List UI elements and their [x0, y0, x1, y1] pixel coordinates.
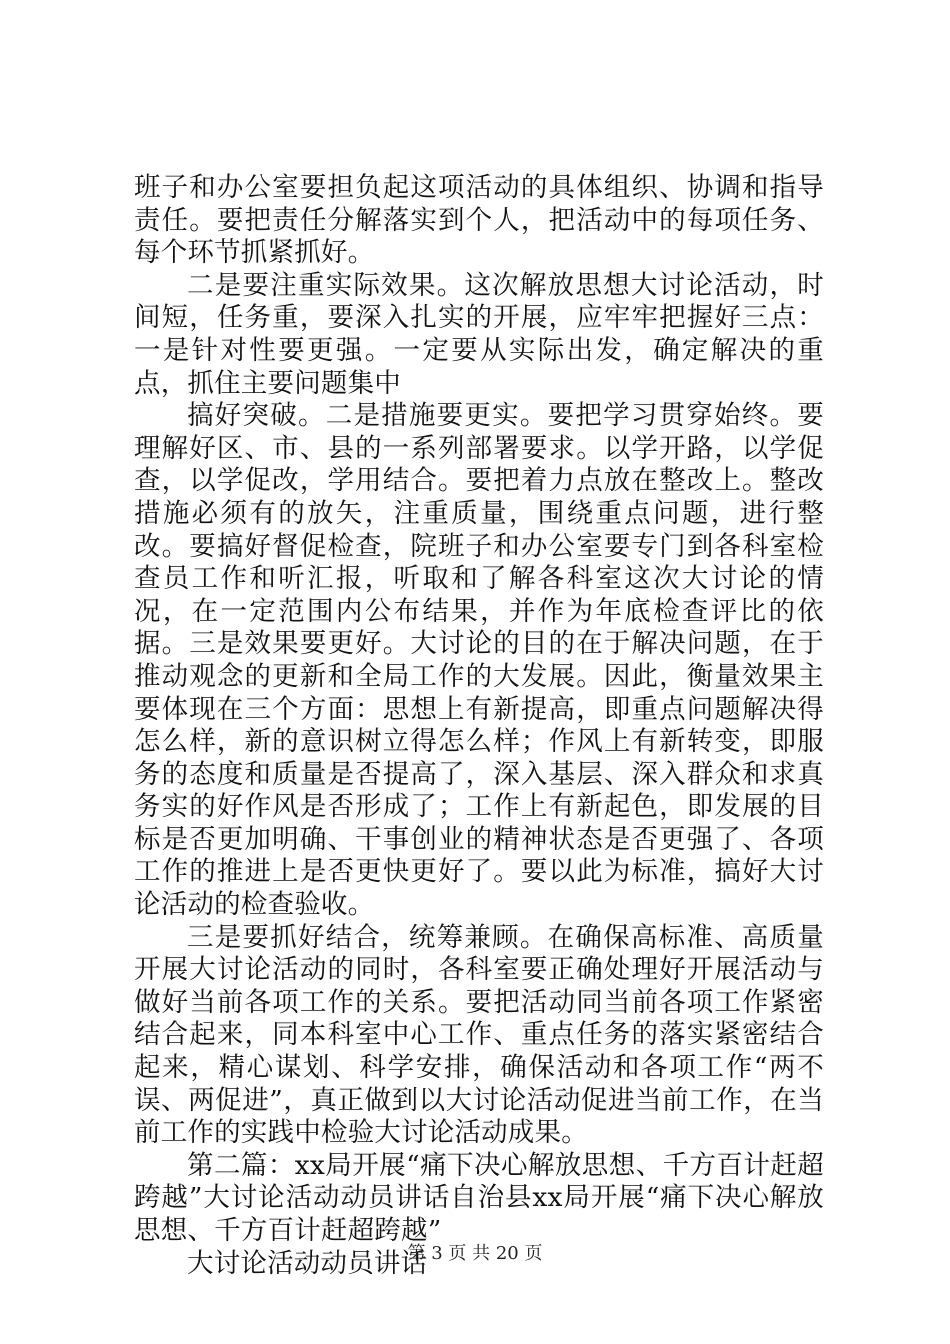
paragraph-practical-effect: 二是要注重实际效果。这次解放思想大讨论活动，时间短，任务重，要深入扎实的开展，应牢牢把握好三点：一是针对性要更强。一定要从实际出发，确定解决的重点，抓住主要问题集中	[134, 269, 824, 399]
paragraph-combination: 三是要抓好结合，统筹兼顾。在确保高标准、高质量开展大讨论活动的同时，各科室要正确处理好开展活动与做好当前各项工作的关系。要把活动同当前各项工作紧密结合起来，同本科室中心工作、重点任务的落实紧密结合起来，精心谋划、科学安排，确保活动和各项工作“两不误、两促进”，真正做到以大讨论活动促进当前工作，在当前工作的实践中检验大讨论活动成果。	[134, 921, 824, 1149]
document-body	[134, 172, 824, 1280]
paragraph-responsibility: 班子和办公室要担负起这项活动的具体组织、协调和指导责任。要把责任分解落实到个人，把活动中的每项任务、每个环节抓紧抓好。	[134, 172, 824, 269]
page-footer	[0, 1242, 950, 1266]
paragraph-second-article-title: 第二篇：xx局开展“痛下决心解放思想、千方百计赶超跨越”大讨论活动动员讲话自治县xx局开展“痛下决心解放思想、千方百计赶超跨越”	[134, 1149, 824, 1246]
page-number: 第 3 页 共 20 页	[407, 1243, 543, 1264]
paragraph-speech-title: 大讨论活动动员讲话	[187, 1247, 428, 1279]
paragraph-breakthrough: 搞好突破。二是措施要更实。要把学习贯穿始终。要理解好区、市、县的一系列部署要求。以学开路，以学促查，以学促改，学用结合。要把着力点放在整改上。整改措施必须有的放矢，注重质量，围绕重点问题，进行整改。要搞好督促检查，院班子和办公室要专门到各科室检查员工作和听汇报，听取和了解各科室这次大讨论的情况，在一定范围内公布结果，并作为年底检查评比的依据。三是效果要更好。大讨论的目的在于解决问题，在于推动观念的更新和全局工作的大发展。因此，衡量效果主要体现在三个方面：思想上有新提高，即重点问题解决得怎么样，新的意识树立得怎么样；作风上有新转变，即服务的态度和质量是否提高了，深入基层、深入群众和求真务实的好作风是否形成了；工作上有新起色，即发展的目标是否更加明确、干事创业的精神状态是否更强了、各项工作的推进上是否更快更好了。要以此为标准，搞好大讨论活动的检查验收。	[134, 400, 824, 921]
